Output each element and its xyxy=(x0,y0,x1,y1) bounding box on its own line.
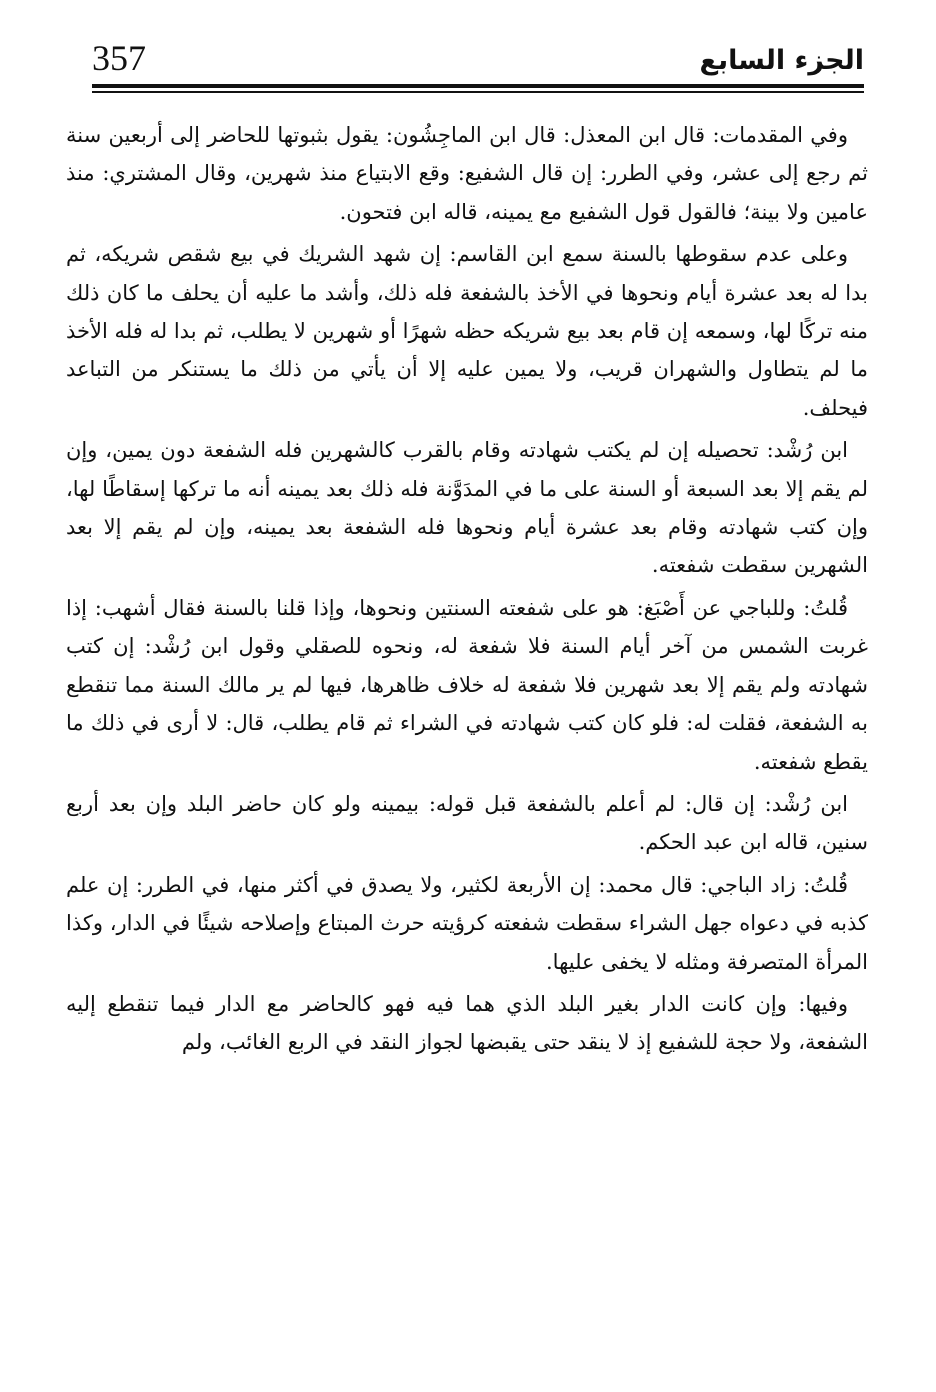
page-header xyxy=(92,38,864,94)
paragraph: وعلى عدم سقوطها بالسنة سمع ابن القاسم: إن شهد الشريك في بيع شقص شريكه، ثم بدا له بعد عشرة أيام ونحوها في الأخذ بالشفعة فله ذلك، وأشد ما عليه أن يحلف ما كان ذلك منه تركًا لها، وسمعه إن قام بعد بيع شريكه حظه شهرًا أو شهرين لا يطلب، ثم بدا له فله الأخذ ما لم يتطاول والشهران قريب، ولا يمين عليه إلا أن يأتي من ذلك ما يستنكر من التباعد فيحلف. xyxy=(66,242,868,420)
header-rule-thick xyxy=(92,84,864,88)
paragraph: ابن رُشْد: إن قال: لم أعلم بالشفعة قبل قوله: بيمينه ولو كان حاضر البلد وإن بعد أربع سنين، قاله ابن عبد الحكم. xyxy=(66,791,868,855)
volume-title: الجزء السابع xyxy=(699,45,864,76)
paragraph: وفيها: وإن كانت الدار بغير البلد الذي هما فيه فهو كالحاضر مع الدار فيما تنقطع إليه الشفعة، ولا حجة للشفيع إذ لا ينقد حتى يقبضها لجواز النقد في الربع الغائب، ولم xyxy=(66,991,868,1055)
body-text xyxy=(66,116,868,1066)
header-rule-thin xyxy=(92,91,864,93)
paragraph: ابن رُشْد: تحصيله إن لم يكتب شهادته وقام بالقرب كالشهرين فله الشفعة دون يمين، وإن لم يقم إلا بعد السبعة أو السنة على ما في المدَوَّنة فله ذلك بعد يمينه أنه ما تركها إسقاطًا لها، وإن كتب شهادته وقام بعد عشرة أيام ونحوها فله الشفعة بعد يمينه، وإن لم يقم إلا بعد الشهرين سقطت شفعته. xyxy=(66,438,868,578)
page-number: 357 xyxy=(92,38,146,78)
paragraph: وفي المقدمات: قال ابن المعذل: قال ابن الماجِشُون: يقول بثبوتها للحاضر إلى أربعين سنة ثم رجع إلى عشر، وفي الطرر: إن قال الشفيع: وقع الابتياع منذ شهرين، وقال المشتري: منذ عامين ولا بينة؛ فالقول قول الشفيع مع يمينه، قاله ابن فتحون. xyxy=(66,123,868,224)
paragraph: قُلتُ: زاد الباجي: قال محمد: إن الأربعة لكثير، ولا يصدق في أكثر منها، في الطرر: إن علم كذبه في دعواه جهل الشراء سقطت شفعته كرؤيته حرث المبتاع وإصلاحه شيئًا في الدار، وكذا المرأة المتصرفة ومثله لا يخفى عليها. xyxy=(66,872,868,974)
paragraph: قُلتُ: وللباجي عن أَصْبَغ: هو على شفعته السنتين ونحوها، وإذا قلنا بالسنة فقال أشهب: إذا غربت الشمس من آخر أيام السنة فلا شفعة له، ونحوه للصقلي وقول ابن رُشْد: إن كتب شهادته ولم يقم إلا بعد شهرين فلا شفعة له خلاف ظاهرها، فيها لم ير مالك السنة مما تنقطع به الشفعة، فقلت له: فلو كان كتب شهادته في الشراء ثم قام يطلب، قال: لا أرى في ذلك ما يقطع شفعته. xyxy=(66,595,868,774)
